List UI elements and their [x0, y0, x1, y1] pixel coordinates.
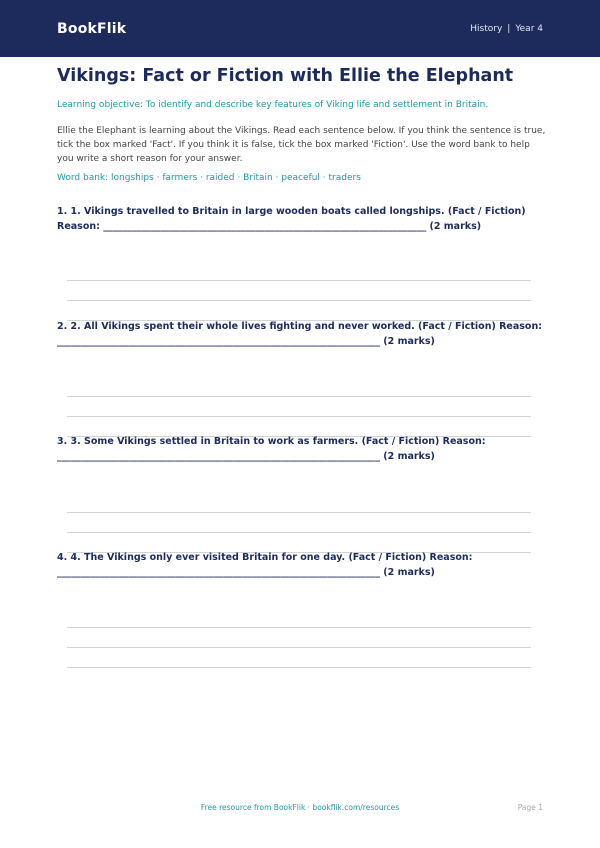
year-label: Year 4	[515, 23, 543, 34]
word-bank: Word bank: longships · farmers · raided · Britain · peaceful · traders	[57, 173, 361, 183]
question-4: 4. 4. The Vikings only ever visited Britain for one day. (Fact / Fiction) Reason: ____________________________________________________________________ (2 marks)	[57, 552, 473, 578]
answer-line[interactable]	[67, 300, 531, 301]
answer-line[interactable]	[67, 396, 531, 397]
question-1: 1. 1. Vikings travelled to Britain in large wooden boats called longships. (Fact / Fiction) Reason: ____________________________________________________________________ (2 marks)	[57, 206, 526, 232]
answer-line[interactable]	[67, 667, 531, 668]
answer-line[interactable]	[67, 647, 531, 648]
answer-line[interactable]	[67, 532, 531, 533]
answer-line[interactable]	[67, 280, 531, 281]
answer-line[interactable]	[67, 512, 531, 513]
subject-label: History	[470, 23, 503, 34]
question-3: 3. 3. Some Vikings settled in Britain to work as farmers. (Fact / Fiction) Reason: ____________________________________________________________________ (2 marks)	[57, 436, 486, 462]
answer-line[interactable]	[67, 627, 531, 628]
instructions: Ellie the Elephant is learning about the Vikings. Read each sentence below. If you think the sentence is true, tick the box marked 'Fact'. If you think it is false, tick the box marked 'Fiction'. Use the word bank to help you write a short reason for your answer.	[57, 126, 546, 164]
learning-objective: Learning objective: To identify and describe key features of Viking life and settlement in Britain.	[57, 100, 489, 110]
brand-logo[interactable]: BookFlik	[57, 20, 127, 37]
page-number: Page 1	[517, 803, 543, 812]
answer-line[interactable]	[67, 416, 531, 417]
footer-link[interactable]: Free resource from BookFlik · bookflik.com/resources	[200, 803, 400, 812]
header-meta	[470, 24, 543, 34]
question-2: 2. 2. All Vikings spent their whole lives fighting and never worked. (Fact / Fiction) Reason: ____________________________________________________________________ (2 marks)	[57, 321, 543, 347]
page-title: Vikings: Fact or Fiction with Ellie the Elephant	[57, 66, 514, 86]
meta-separator: |	[507, 23, 511, 34]
header-bar	[0, 0, 600, 57]
